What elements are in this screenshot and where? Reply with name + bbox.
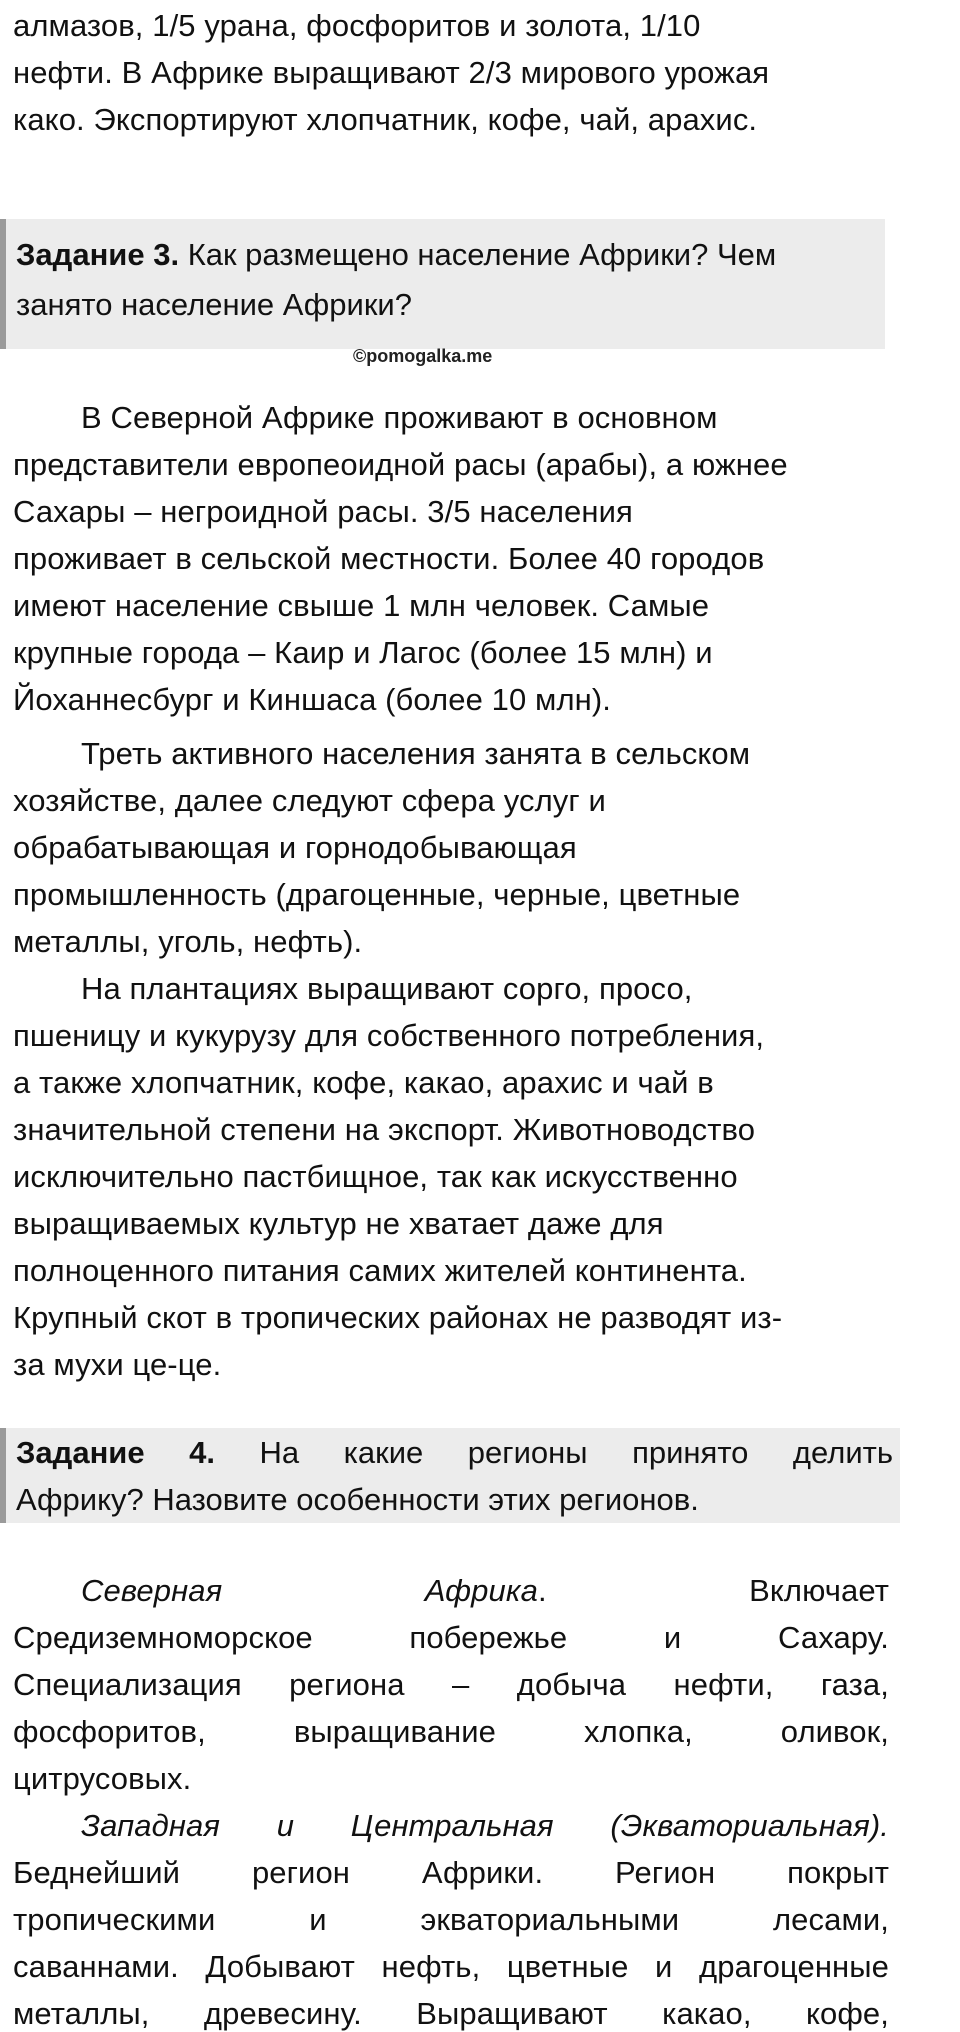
task-3-question-line-2: занято население Африки? xyxy=(16,287,412,322)
intro-line-1: алмазов, 1/5 урана, фосфоритов и золота, 1/10 xyxy=(13,8,701,43)
north-africa-title: Северная Африка xyxy=(81,1573,538,1608)
t3-p2-line-1: Треть активного населения занята в сельском xyxy=(81,736,751,771)
north-africa-line-2: Средиземноморское побережье и Сахару. xyxy=(13,1620,889,1655)
t3-p1-line-4: проживает в сельской местности. Более 40 городов xyxy=(13,541,765,576)
west-central-line-2: тропическими и экваториальными лесами, xyxy=(13,1902,889,1937)
t3-p3-line-4: значительной степени на экспорт. Животноводство xyxy=(13,1112,756,1147)
task-3-question-text-1: Как размещено население Африки? Чем xyxy=(179,237,777,272)
t3-p1-line-3: Сахары – негроидной расы. 3/5 населения xyxy=(13,494,633,529)
t3-p2-line-3: обрабатывающая и горнодобывающая xyxy=(13,830,577,865)
t3-p3-line-3: а также хлопчатник, кофе, какао, арахис и чай в xyxy=(13,1065,714,1100)
t3-p1-line-5: имеют население свыше 1 млн человек. Самые xyxy=(13,588,710,623)
t3-p3-line-5: исключительно пастбищное, так как искусственно xyxy=(13,1159,738,1194)
task-3-question-line-1 xyxy=(16,231,776,278)
north-africa-title-suffix: . xyxy=(537,1573,547,1608)
task-4-label: Задание 4. xyxy=(16,1435,215,1470)
north-africa-line-3: Специализация региона – добыча нефти, газа, xyxy=(13,1667,889,1702)
t3-p1-line-6: крупные города – Каир и Лагос (более 15 млн) и xyxy=(13,635,713,670)
north-africa-line-1-end: Включает xyxy=(749,1573,889,1608)
north-africa-line-5: цитрусовых. xyxy=(13,1761,192,1796)
intro-line-2: нефти. В Африке выращивают 2/3 мирового урожая xyxy=(13,55,770,90)
t3-p3-line-2: пшеницу и кукурузу для собственного потребления, xyxy=(13,1018,765,1053)
t3-p3-line-8: Крупный скот в тропических районах не разводят из- xyxy=(13,1300,783,1335)
t3-p2-line-2: хозяйстве, далее следуют сфера услуг и xyxy=(13,783,606,818)
t3-p3-line-6: выращиваемых культур не хватает даже для xyxy=(13,1206,664,1241)
task-4-question-line-2: Африку? Назовите особенности этих регионов. xyxy=(16,1482,699,1517)
west-central-line-3: саваннами. Добывают нефть, цветные и драгоценные xyxy=(13,1949,889,1984)
t3-p2-line-4: промышленность (драгоценные, черные, цветные xyxy=(13,877,741,912)
task-4-box xyxy=(0,1428,900,1523)
north-africa-line-4: фосфоритов, выращивание хлопка, оливок, xyxy=(13,1714,889,1749)
t3-p3-line-9: за мухи це-це. xyxy=(13,1347,222,1382)
west-central-title: Западная и Центральная (Экваториальная). xyxy=(81,1808,889,1843)
task-3-label: Задание 3. xyxy=(16,237,180,272)
west-central-line-4: металлы, древесину. Выращивают какао, кофе, xyxy=(13,1996,889,2031)
north-africa-line-1 xyxy=(13,1567,889,1614)
t3-p1-line-7: Йоханнесбург и Киншаса (более 10 млн). xyxy=(13,682,611,717)
task-4-question-line-1 xyxy=(16,1429,893,1476)
t3-p3-line-1: На плантациях выращивают сорго, просо, xyxy=(81,971,693,1006)
intro-line-3: како. Экспортируют хлопчатник, кофе, чай, арахис. xyxy=(13,102,758,137)
t3-p3-line-7: полноценного питания самих жителей континента. xyxy=(13,1253,747,1288)
west-central-line-1: Беднейший регион Африки. Регион покрыт xyxy=(13,1855,889,1890)
task-4-question-text-1: На какие регионы принято делить xyxy=(259,1435,893,1470)
t3-p2-line-5: металлы, уголь, нефть). xyxy=(13,924,363,959)
watermark: ©pomogalka.me xyxy=(353,346,493,366)
t3-p1-line-1: В Северной Африке проживают в основном xyxy=(81,400,718,435)
task-3-box xyxy=(0,219,885,349)
t3-p1-line-2: представители европеоидной расы (арабы), а южнее xyxy=(13,447,788,482)
